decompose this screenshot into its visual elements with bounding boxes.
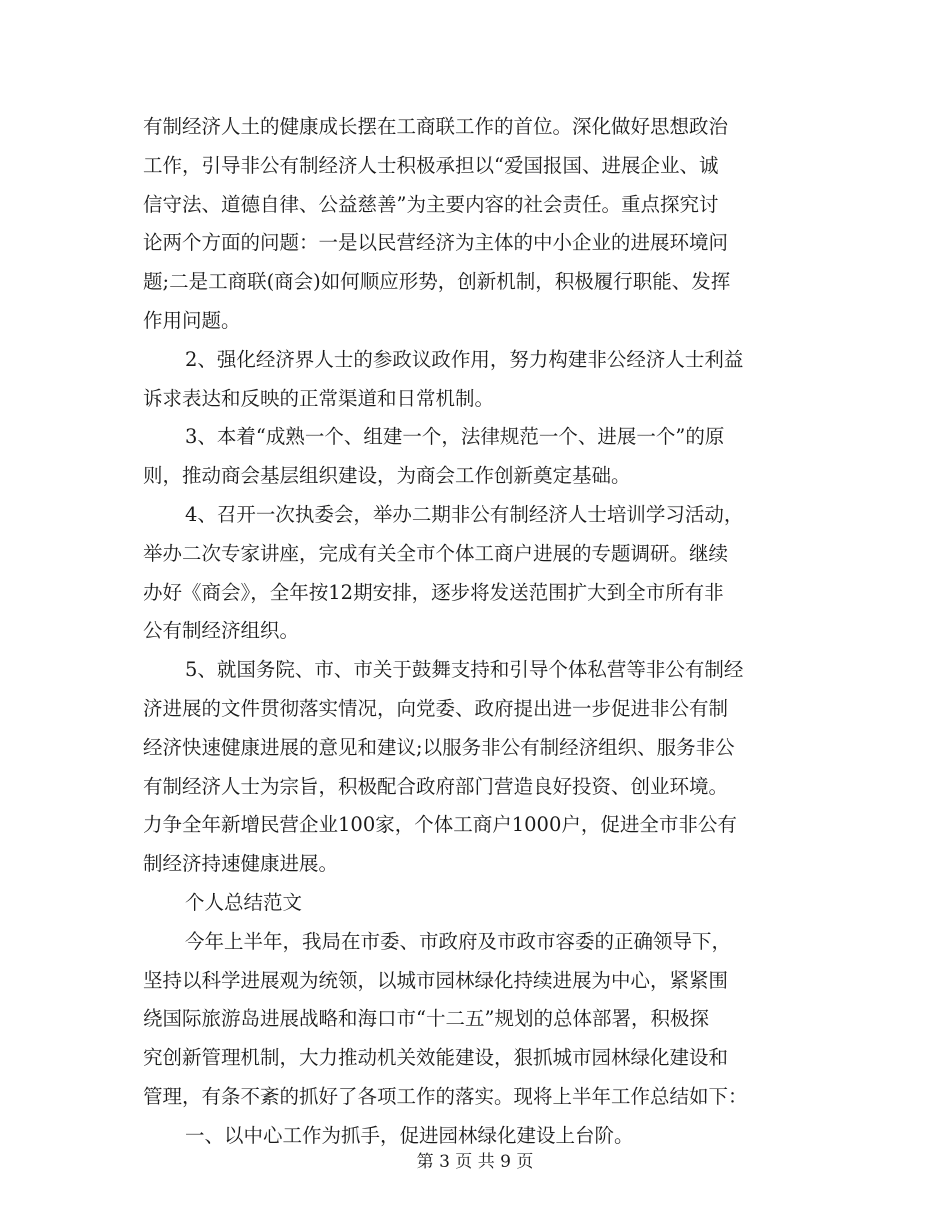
text-line: 有制经济人士为宗旨，积极配合政府部门营造良好投资、创业环境。	[143, 774, 729, 798]
text-line: 有制经济人土的健康成长摆在工商联工作的首位。深化做好思想政治	[143, 115, 729, 138]
text-line: 办好《商会》，全年按12期安排，逐步将发送范围扩大到全市所有非	[143, 580, 724, 604]
text-line: 济进展的文件贯彻落实情况，向党委、政府提出进一步促进非公有制	[143, 696, 729, 720]
text-line: 制经济持速健康进展。	[143, 852, 339, 876]
text-line: 题;二是工商联(商会)如何顺应形势，创新机制，积极履行职能、发挥	[143, 270, 731, 294]
text-line: 作用问题。	[143, 308, 241, 332]
text-line: 一、以中心工作为抓手，促进园林绿化建设上台阶。	[185, 1123, 634, 1147]
text-line: 5、就国务院、市、市关于鼓舞支持和引导个体私营等非公有制经	[185, 658, 744, 682]
text-line: 3、本着“成熟一个、组建一个，法律规范一个、进展一个”的原	[185, 425, 725, 449]
text-line: 公有制经济组织。	[143, 619, 300, 643]
document-body	[143, 108, 809, 1156]
text-line: 4、召开一次执委会，举办二期非公有制经济人士培训学习活动，	[185, 502, 744, 526]
text-line: 管理，有条不紊的抓好了各项工作的落实。现将上半年工作总结如下：	[143, 1084, 748, 1108]
page-number-footer: 第 3 页 共 9 页	[416, 1152, 534, 1172]
text-line: 论两个方面的问题：一是以民营经济为主体的中小企业的进展环境问	[143, 231, 729, 255]
text-line: 则，推动商会基层组织建设，为商会工作创新奠定基础。	[143, 464, 631, 488]
text-line: 工作，引导非公有制经济人士积极承担以“爱国报国、进展企业、诚	[143, 153, 719, 177]
text-line: 绕国际旅游岛进展战略和海口市“十二五”规划的总体部署，积极探	[143, 1007, 709, 1031]
text-line: 信守法、道德自律、公益慈善”为主要内容的社会责任。重点探究讨	[143, 192, 719, 216]
text-line: 今年上半年，我局在市委、市政府及市政市容委的正确领导下，	[185, 929, 732, 953]
text-line: 究创新管理机制，大力推动机关效能建设，狠抓城市园林绿化建设和	[143, 1046, 729, 1070]
text-line: 坚持以科学进展观为统领，以城市园林绿化持续进展为中心，紧紧围	[143, 968, 729, 992]
text-line: 力争全年新增民营企业100家，个体工商户1000户，促进全市非公有	[143, 813, 737, 837]
text-line: 个人总结范文	[185, 890, 303, 914]
text-line: 诉求表达和反映的正常渠道和日常机制。	[143, 386, 495, 410]
text-line: 经济快速健康进展的意见和建议;以服务非公有制经济组织、服务非公	[143, 735, 735, 759]
text-line: 举办二次专家讲座，完成有关全市个体工商户进展的专题调研。继续	[143, 541, 729, 565]
text-line: 2、强化经济界人士的参政议政作用，努力构建非公经济人士利益	[185, 347, 744, 371]
